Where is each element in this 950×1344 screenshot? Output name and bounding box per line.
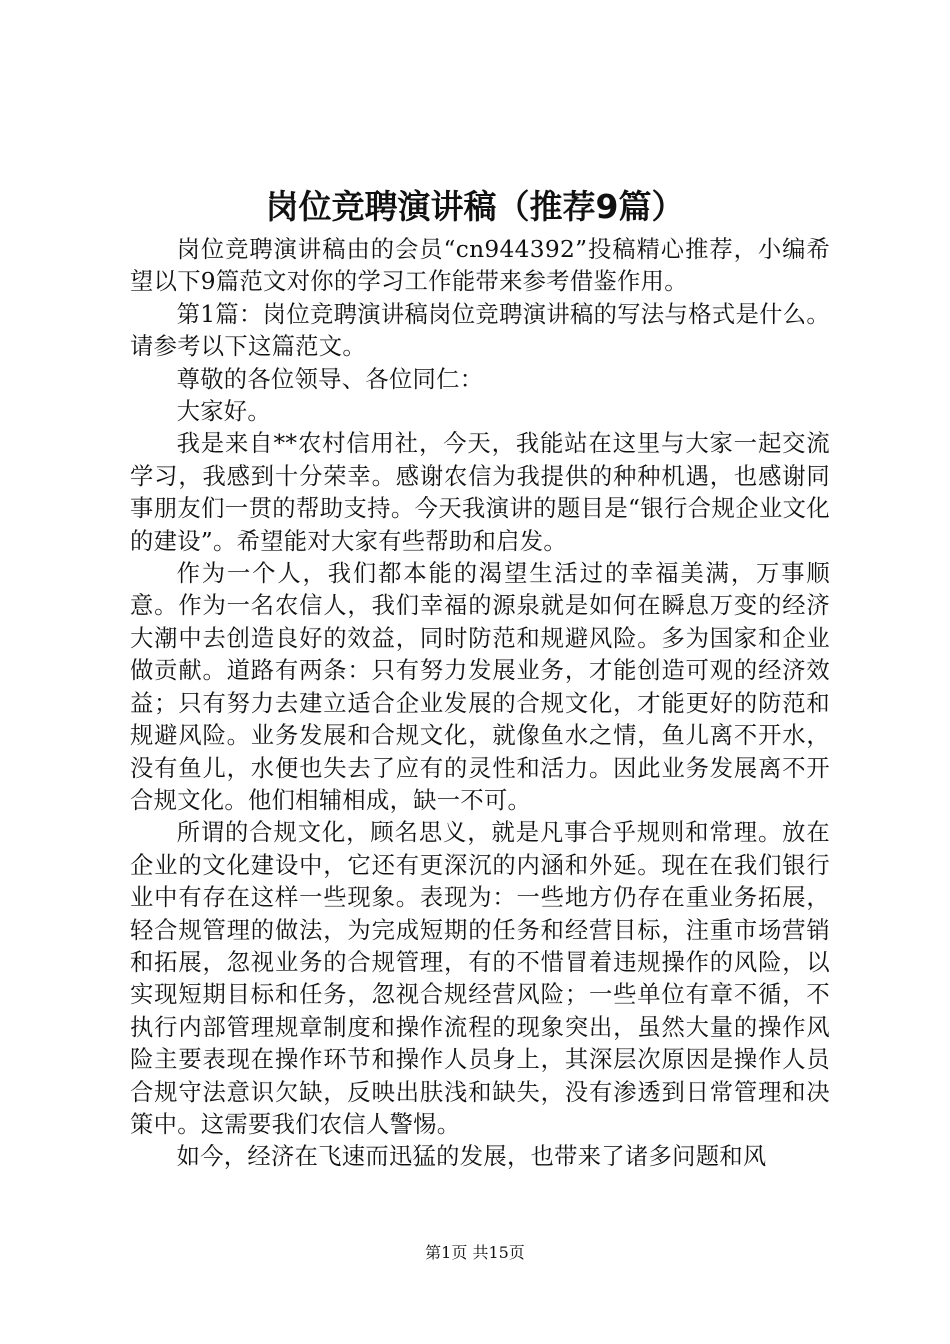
paragraph: 所谓的合规文化，顾名思义，就是凡事合乎规则和常理。放在企业的文化建设中，它还有更深沉的内涵和外延。现在在我们银行业中有存在这样一些现象。表现为：一些地方仍存在重业务拓展，轻合规管理的做法，为完成短期的任务和经营目标，注重市场营销和拓展，忽视业务的合规管理，有的不惜冒着违规操作的风险，以实现短期目标和任务，忽视合规经营风险；一些单位有章不循，不执行内部管理规章制度和操作流程的现象突出，虽然大量的操作风险主要表现在操作环节和操作人员身上，其深层次原因是操作人员合规守法意识欠缺，反映出肤浅和缺失，没有渗透到日常管理和决策中。这需要我们农信人警惕。: [130, 819, 830, 1138]
document-body: [130, 234, 830, 1174]
paragraph: 我是来自**农村信用社，今天，我能站在这里与大家一起交流学习，我感到十分荣幸。感谢农信为我提供的种种机遇，也感谢同事朋友们一贯的帮助支持。今天我演讲的题目是“银行合规企业文化的建设”。希望能对大家有些帮助和启发。: [130, 430, 830, 555]
document-title: 岗位竞聘演讲稿（推荐9篇）: [265, 187, 685, 226]
paragraph: 岗位竞聘演讲稿由的会员“cn944392”投稿精心推荐，小编希望以下9篇范文对你的学习工作能带来参考借鉴作用。: [130, 236, 830, 296]
paragraph: 大家好。: [176, 398, 271, 426]
paragraph: 作为一个人，我们都本能的渴望生活过的幸福美满，万事顺意。作为一名农信人，我们幸福的源泉就是如何在瞬息万变的经济大潮中去创造良好的效益，同时防范和规避风险。多为国家和企业做贡献。道路有两条：只有努力发展业务，才能创造可观的经济效益；只有努力去建立适合企业发展的合规文化，才能更好的防范和规避风险。业务发展和合规文化，就像鱼水之情，鱼儿离不开水，没有鱼儿，水便也失去了应有的灵性和活力。因此业务发展离不开合规文化。他们相辅相成，缺一不可。: [130, 560, 830, 814]
page-number-footer: 第1页 共15页: [425, 1243, 525, 1262]
paragraph: 尊敬的各位领导、各位同仁：: [176, 365, 484, 393]
paragraph: 第1篇：岗位竞聘演讲稿岗位竞聘演讲稿的写法与格式是什么。请参考以下这篇范文。: [130, 300, 830, 361]
paragraph: 如今，经济在飞速而迅猛的发展，也带来了诸多问题和风: [176, 1143, 767, 1171]
